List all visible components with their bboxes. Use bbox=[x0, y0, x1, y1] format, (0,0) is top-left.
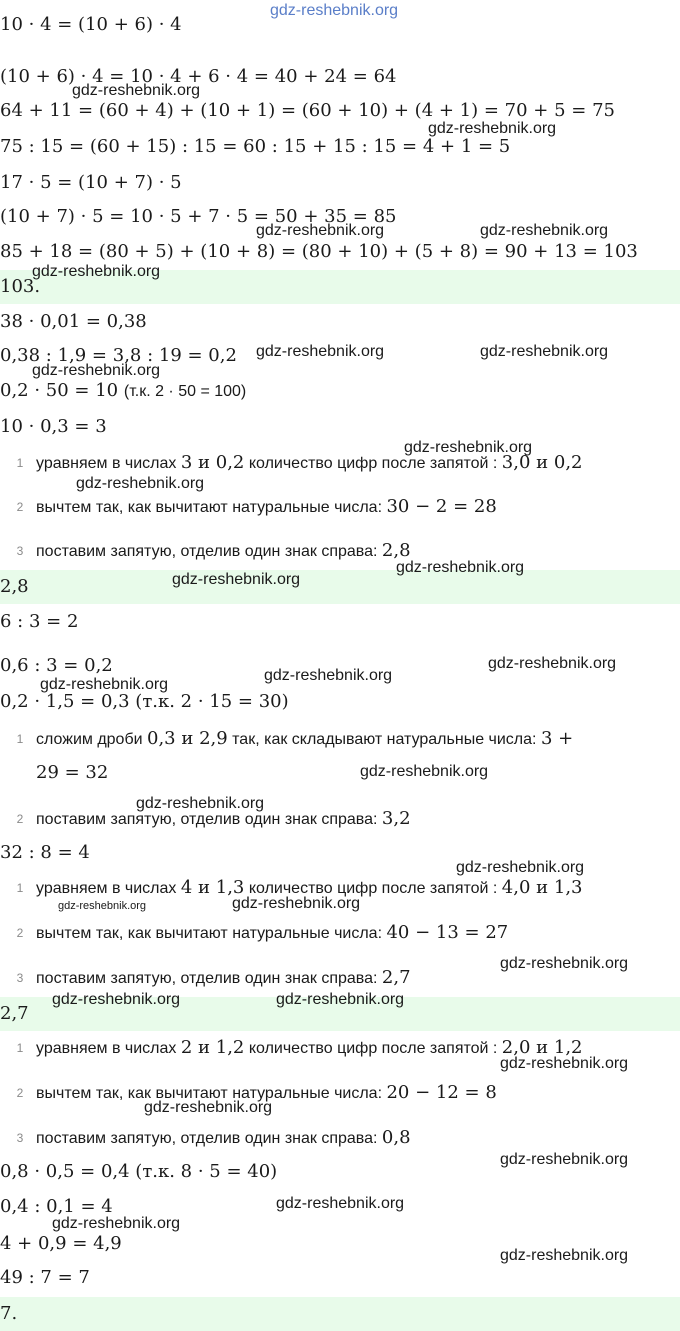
step-text: количество цифр после запятой : bbox=[244, 1040, 502, 1057]
math-expression: 0,2 · 50 = 10 bbox=[0, 380, 119, 401]
math-line: 32 : 8 = 4 bbox=[0, 842, 90, 863]
step-math: 2,8 bbox=[381, 540, 411, 561]
math-line: 10 · 0,3 = 3 bbox=[0, 416, 107, 437]
watermark: gdz-reshebnik.org bbox=[488, 655, 617, 672]
step-math: 2,7 bbox=[381, 967, 411, 988]
step-number: 2 bbox=[16, 926, 24, 940]
math-line: (10 + 7) · 5 = 10 · 5 + 7 · 5 = 50 + 35 = 85 bbox=[0, 206, 397, 227]
step-math: 40 − 13 = 27 bbox=[386, 922, 509, 943]
step-number: 3 bbox=[16, 971, 24, 985]
answer-band bbox=[0, 1297, 680, 1331]
math-line: (10 + 6) · 4 = 10 · 4 + 6 · 4 = 40 + 24 = 64 bbox=[0, 66, 397, 87]
math-line: 64 + 11 = (60 + 4) + (10 + 1) = (60 + 10) + (4 + 1) = 70 + 5 = 75 bbox=[0, 100, 615, 121]
math-line: 75 : 15 = (60 + 15) : 15 = 60 : 15 + 15 : 15 = 4 + 1 = 5 bbox=[0, 136, 511, 157]
step-math: 4 и 1,3 bbox=[180, 877, 245, 898]
watermark: gdz-reshebnik.org bbox=[72, 82, 201, 99]
math-line: 85 + 18 = (80 + 5) + (10 + 8) = (80 + 10) + (5 + 8) = 90 + 13 = 103 bbox=[0, 241, 638, 262]
watermark: gdz-reshebnik.org bbox=[172, 571, 301, 588]
math-line: 10 · 4 = (10 + 6) · 4 bbox=[0, 14, 182, 35]
step-text: вычтем так, как вычитают натуральные числа: bbox=[36, 499, 387, 516]
watermark: gdz-reshebnik.org bbox=[500, 955, 629, 972]
watermark-link[interactable]: gdz-reshebnik.org bbox=[270, 2, 399, 19]
step-number: 1 bbox=[16, 732, 24, 746]
step-number: 2 bbox=[16, 500, 24, 514]
step-text: уравняем в числах bbox=[36, 1040, 181, 1057]
step-text: поставим запятую, отделив один знак справа: bbox=[36, 543, 382, 560]
step-math: 4,0 и 1,3 bbox=[501, 877, 583, 898]
watermark: gdz-reshebnik.org bbox=[500, 1055, 629, 1072]
step-number: 2 bbox=[16, 1086, 24, 1100]
step-math: 29 = 32 bbox=[36, 762, 109, 783]
math-note: (т.к. 2 · 50 = 100) bbox=[123, 383, 247, 400]
watermark: gdz-reshebnik.org bbox=[264, 667, 393, 684]
watermark: gdz-reshebnik.org bbox=[144, 1099, 273, 1116]
watermark: gdz-reshebnik.org bbox=[232, 895, 361, 912]
answer-value: 2,7 bbox=[0, 1003, 29, 1024]
math-line: 0,4 : 0,1 = 4 bbox=[0, 1196, 113, 1217]
watermark: gdz-reshebnik.org bbox=[480, 222, 609, 239]
step-number: 3 bbox=[16, 544, 24, 558]
step-number: 1 bbox=[16, 881, 24, 895]
step-math: 3 + bbox=[540, 728, 574, 749]
math-line: 0,2 · 1,5 = 0,3 (т.к. 2 · 15 = 30) bbox=[0, 691, 289, 712]
step-text: уравняем в числах bbox=[36, 455, 181, 472]
watermark: gdz-reshebnik.org bbox=[76, 475, 205, 492]
watermark: gdz-reshebnik.org bbox=[136, 795, 265, 812]
step-text: уравняем в числах bbox=[36, 880, 181, 897]
watermark: gdz-reshebnik.org bbox=[276, 991, 405, 1008]
answer-value: 7. bbox=[0, 1303, 18, 1324]
watermark: gdz-reshebnik.org bbox=[360, 763, 489, 780]
watermark: gdz-reshebnik.org bbox=[276, 1195, 405, 1212]
math-line bbox=[0, 380, 246, 403]
step-math: 0,3 и 2,9 bbox=[147, 728, 228, 749]
watermark: gdz-reshebnik.org bbox=[32, 263, 161, 280]
step-number: 1 bbox=[16, 1041, 24, 1055]
step-math: 3 и 0,2 bbox=[180, 452, 245, 473]
step-text: так, как складывают натуральные числа: bbox=[227, 731, 541, 748]
step-number: 1 bbox=[16, 456, 24, 470]
step-text: сложим дроби bbox=[36, 731, 147, 748]
watermark: gdz-reshebnik.org bbox=[256, 222, 385, 239]
step-text: поставим запятую, отделив один знак справа: bbox=[36, 970, 382, 987]
watermark: gdz-reshebnik.org bbox=[500, 1247, 629, 1264]
watermark: gdz-reshebnik.org bbox=[428, 120, 557, 137]
watermark: gdz-reshebnik.org bbox=[396, 559, 525, 576]
step-number: 3 bbox=[16, 1131, 24, 1145]
step-text: поставим запятую, отделив один знак справа: bbox=[36, 811, 382, 828]
step-math: 20 − 12 = 8 bbox=[386, 1082, 497, 1103]
math-line: 6 : 3 = 2 bbox=[0, 611, 79, 632]
answer-band bbox=[0, 570, 680, 604]
watermark: gdz-reshebnik.org bbox=[58, 900, 147, 912]
math-line: 0,6 : 3 = 0,2 bbox=[0, 655, 113, 676]
watermark: gdz-reshebnik.org bbox=[500, 1151, 629, 1168]
step-math: 3,2 bbox=[381, 808, 411, 829]
math-line: 4 + 0,9 = 4,9 bbox=[0, 1233, 122, 1254]
answer-value: 103. bbox=[0, 276, 41, 297]
step-text: вычтем так, как вычитают натуральные числа: bbox=[36, 925, 387, 942]
watermark: gdz-reshebnik.org bbox=[456, 859, 585, 876]
watermark: gdz-reshebnik.org bbox=[40, 676, 169, 693]
step-number: 2 bbox=[16, 812, 24, 826]
step-math: 0,8 bbox=[381, 1127, 411, 1148]
watermark: gdz-reshebnik.org bbox=[256, 343, 385, 360]
step-math: 30 − 2 = 28 bbox=[386, 496, 497, 517]
watermark: gdz-reshebnik.org bbox=[52, 1215, 181, 1232]
math-line: 49 : 7 = 7 bbox=[0, 1267, 90, 1288]
answer-value: 2,8 bbox=[0, 576, 29, 597]
step-text: количество цифр после запятой : bbox=[244, 880, 502, 897]
watermark: gdz-reshebnik.org bbox=[32, 362, 161, 379]
step-math: 2,0 и 1,2 bbox=[501, 1037, 583, 1058]
math-line: 0,38 : 1,9 = 3,8 : 19 = 0,2 bbox=[0, 345, 237, 366]
step-text: количество цифр после запятой : bbox=[244, 455, 502, 472]
math-line: 17 · 5 = (10 + 7) · 5 bbox=[0, 172, 182, 193]
step-math: 3,0 и 0,2 bbox=[501, 452, 583, 473]
step-text: вычтем так, как вычитают натуральные числа: bbox=[36, 1085, 387, 1102]
watermark: gdz-reshebnik.org bbox=[52, 991, 181, 1008]
math-line: 38 · 0,01 = 0,38 bbox=[0, 311, 147, 332]
step-math: 2 и 1,2 bbox=[180, 1037, 245, 1058]
watermark: gdz-reshebnik.org bbox=[480, 343, 609, 360]
math-line: 0,8 · 0,5 = 0,4 (т.к. 8 · 5 = 40) bbox=[0, 1161, 278, 1182]
watermark: gdz-reshebnik.org bbox=[404, 439, 533, 456]
step-text: поставим запятую, отделив один знак справа: bbox=[36, 1130, 382, 1147]
